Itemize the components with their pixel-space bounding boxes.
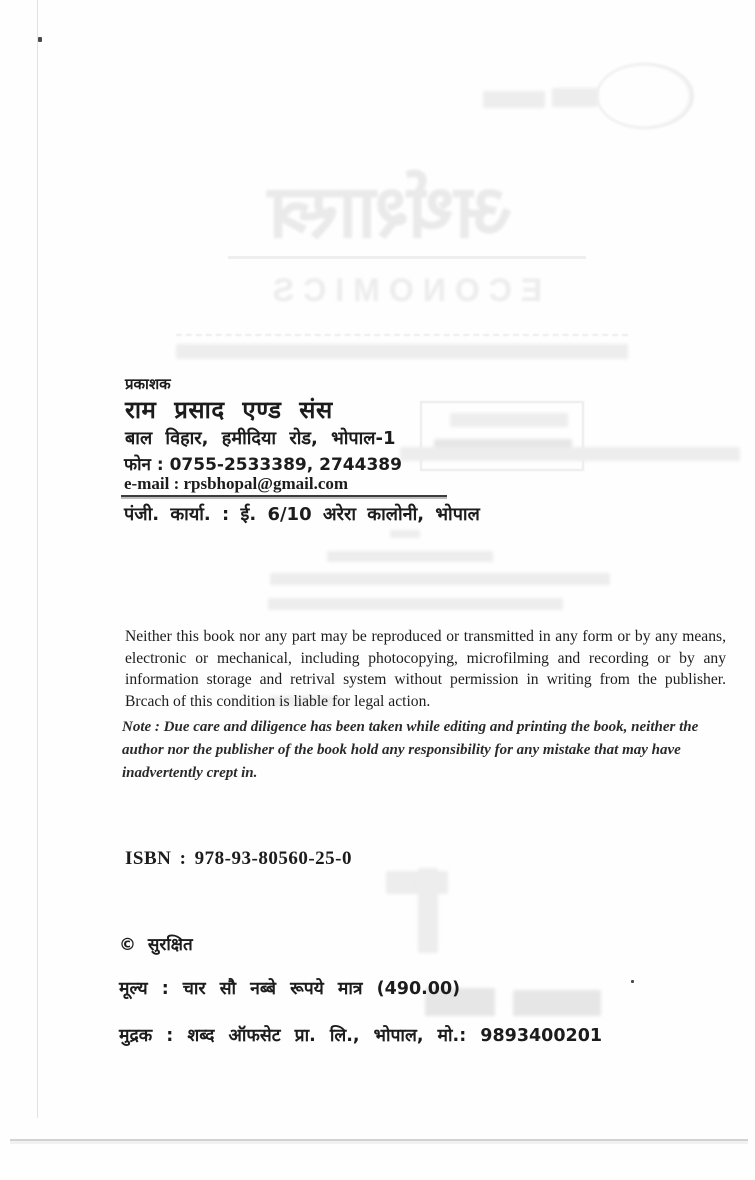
- publisher-email: e-mail : rpsbhopal@gmail.com: [124, 474, 349, 493]
- ghost-text-smudge: [513, 990, 601, 1016]
- scan-edge-line: [37, 0, 38, 1118]
- ghost-figure-smudge: [418, 868, 438, 953]
- publisher-phone: फोन : 0755-2533389, 2744389: [124, 455, 402, 475]
- publisher-label: प्रकाशक: [125, 375, 171, 393]
- ghost-text-smudge: [400, 447, 740, 461]
- registered-office-line: पंजी. कार्या. : ई. 6/10 अरेरा कालोनी, भोपाल: [124, 504, 480, 525]
- isbn-line: ISBN : 978-93-80560-25-0: [125, 848, 352, 869]
- ghost-subtitle-smudge: [176, 344, 628, 359]
- divider-rule: [121, 495, 447, 499]
- ghost-logo-ellipse: [596, 63, 694, 129]
- ghost-text-smudge: [327, 551, 493, 562]
- ghost-text-smudge: [270, 573, 610, 585]
- copyright-notice: Neither this book nor any part may be reproduced or transmitted in any form or by any means, electronic or mechanical, including photocopying, microfilming and recording or by any information storage and retrival system without permission in writing from the publisher. Brcach of this condition is liable for legal action.: [125, 628, 726, 710]
- disclaimer-note: Note : Due care and diligence has been taken while editing and printing the book, neither the author nor the publisher of the book hold any responsibility for any mistake that may have inadvertently crept in.: [122, 719, 699, 781]
- ghost-title-english: ECONOMICS: [263, 272, 543, 308]
- ghost-text-smudge: [390, 530, 420, 538]
- price-line: मूल्य : चार सौ नब्बे रूपये मात्र (490.00): [119, 979, 461, 999]
- rights-reserved-line: © सुरक्षित: [119, 935, 193, 955]
- ghost-rule-dashed: [176, 334, 628, 336]
- ghost-title-hindi: अर्थशास्त्र: [268, 169, 512, 255]
- scan-bottom-rule: [10, 1139, 748, 1144]
- ghost-box-line: [450, 413, 568, 427]
- scan-speck: [631, 980, 634, 983]
- publisher-address: बाल विहार, हमीदिया रोड, भोपाल-1: [125, 428, 396, 449]
- ghost-text-smudge: [268, 598, 563, 610]
- ghost-rule: [228, 256, 586, 259]
- ghost-text-smudge: [386, 871, 448, 894]
- ghost-text-smudge: [483, 91, 545, 108]
- printer-line: मुद्रक : शब्द ऑफसेट प्रा. लि., भोपाल, मो.: 9893400201: [119, 1026, 603, 1046]
- publisher-name: राम प्रसाद एण्ड संस: [125, 396, 333, 424]
- ghost-text-smudge: [552, 88, 598, 107]
- scan-speck: [38, 37, 42, 42]
